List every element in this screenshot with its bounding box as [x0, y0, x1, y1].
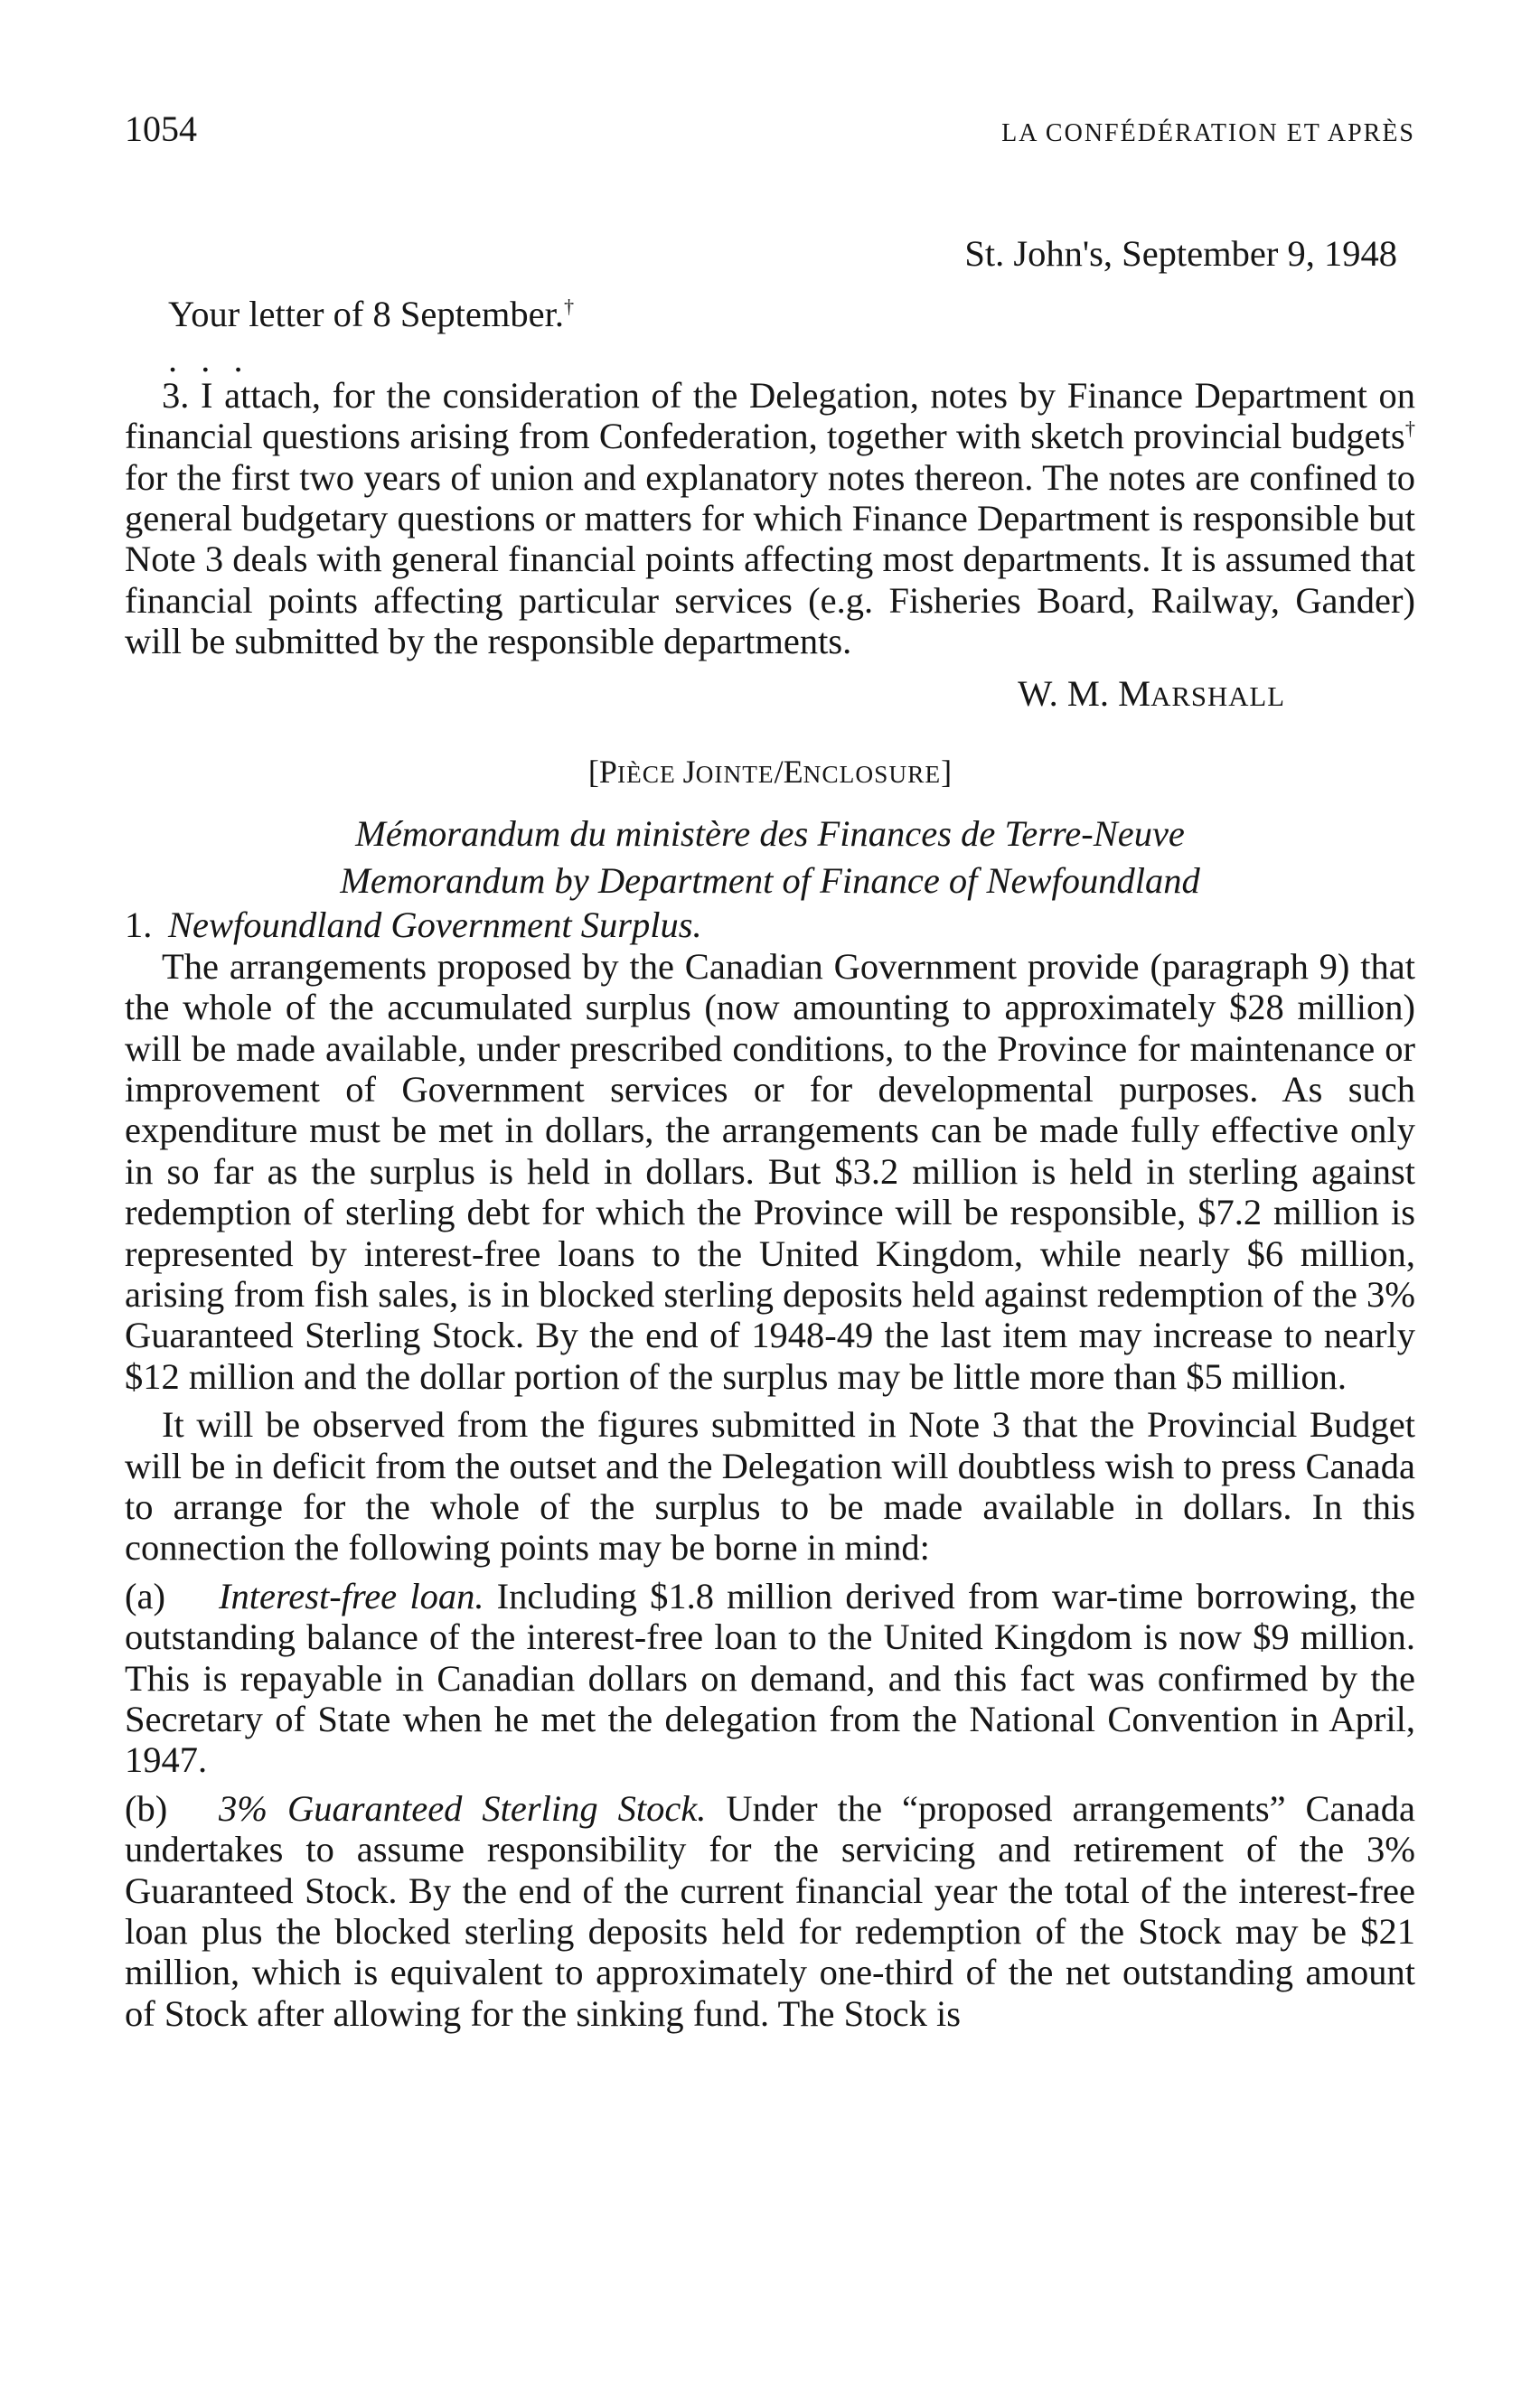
para3-text-a: 3. I attach, for the consideration of the Delegation, notes by Finance Department on financial questions arising from Confederation, together with sketch provincial budgets: [125, 374, 1415, 457]
enclosure-open-bracket: [: [587, 754, 599, 791]
memo-paragraph: The arrangements proposed by the Canadian Government provide (paragraph 9) that the whole of the accumulated surplus (now amounting to approximately $28 million) will be made available, under prescribed conditions, to the Province for maintenance or improvement of Government services or for developmental purposes. As such expenditure must be met in dollars, the arrangements can be made fully effective only in so far as the surplus is held in dollars. But $3.2 million is held in sterling against redemption of sterling debt for which the Province will be responsible, $7.2 million is represented by interest-free loans to the United Kingdom, while nearly $6 million, arising from fish sales, is in blocked sterling deposits held against redemption of the 3% Guaranteed Sterling Stock. By the end of 1948-49 the last item may increase to nearly $12 million and the dollar portion of the surplus may be little more than $5 million.: [125, 945, 1415, 1397]
signature: [125, 673, 1415, 717]
enclosure-e-rest: NCLOSURE: [803, 761, 942, 789]
enclosure-j: J: [682, 754, 696, 791]
dateline: St. John's, September 9, 1948: [964, 233, 1397, 274]
omission-ellipsis: . . .: [168, 338, 250, 379]
salutation-footnote-mark: †: [563, 295, 575, 318]
enclosure-slash: /: [774, 754, 784, 791]
memo-item-a: [125, 1576, 1415, 1781]
item-text: Under the “proposed arrangements” Canada undertakes to assume responsibility for the servicing and retirement of the 3% Guaranteed Stock. By the end of the current financial year the total of the interest-free loan plus the blocked sterling deposits held for redemption of the Stock may be $21 million, which is equivalent to approximately one-third of the net outstanding amount of Stock after allowing for the sinking fund. The Stock is: [125, 1787, 1415, 2034]
running-header: [125, 108, 1415, 161]
enclosure-heading: [125, 752, 1415, 795]
enclosure-close-bracket: ]: [941, 754, 953, 791]
salutation-text: Your letter of 8 September.: [168, 294, 564, 335]
signature-initials: W. M. M: [1018, 672, 1151, 714]
salutation: [168, 294, 1415, 334]
section-heading: [125, 904, 1415, 945]
para3-footnote-mark: †: [1404, 417, 1416, 440]
item-label: (a): [125, 1575, 165, 1616]
enclosure-j-rest: OINTE: [695, 761, 775, 789]
section-number: 1.: [125, 904, 153, 946]
signature-surname-smallcaps: ARSHALL: [1150, 680, 1285, 712]
item-text: Including $1.8 million derived from war-time borrowing, the outstanding balance of the interest-free loan to the United Kingdom is now $9 million. This is repayable in Canadian dollars on demand, and this fact was confirmed by the Secretary of State when he met the delegation from the National Convention in April, 1947.: [125, 1575, 1415, 1781]
enclosure-p: P: [598, 754, 617, 791]
memo-title-french: Mémorandum du ministère des Finances de Terre-Neuve: [355, 813, 1185, 855]
enclosure-e: E: [783, 754, 803, 791]
page-content: [125, 108, 1415, 2041]
memo-title-english: Memorandum by Department of Finance of Newfoundland: [340, 859, 1200, 901]
page-number: 1054: [125, 108, 197, 149]
letter-paragraph-3: [125, 375, 1415, 662]
running-title: LA CONFÉDÉRATION ET APRÈS: [1001, 119, 1415, 147]
memo-paragraph: It will be observed from the figures submitted in Note 3 that the Provincial Budget will be in deficit from the outset and the Delegation will doubtless wish to press Canada to arrange for the whole of the surplus to be made available in dollars. In this connection the following points may be borne in mind:: [125, 1404, 1415, 1569]
memo-item-b: [125, 1788, 1415, 2034]
item-title: 3% Guaranteed Sterling Stock.: [219, 1787, 707, 1829]
section-title: Newfoundland Government Surplus.: [168, 904, 702, 946]
item-title: Interest-free loan.: [219, 1575, 484, 1616]
enclosure-p-rest: IÈCE: [616, 761, 683, 789]
item-label: (b): [125, 1787, 168, 1829]
para3-text-b: for the first two years of union and explanatory notes thereon. The notes are confined to general budgetary questions or matters for which Finance Department is responsible but Note 3 deals with general financial points affecting most departments. It is assumed that financial points affecting particular services (e.g. Fisheries Board, Railway, Gander) will be submitted by the responsible departments.: [125, 456, 1415, 662]
